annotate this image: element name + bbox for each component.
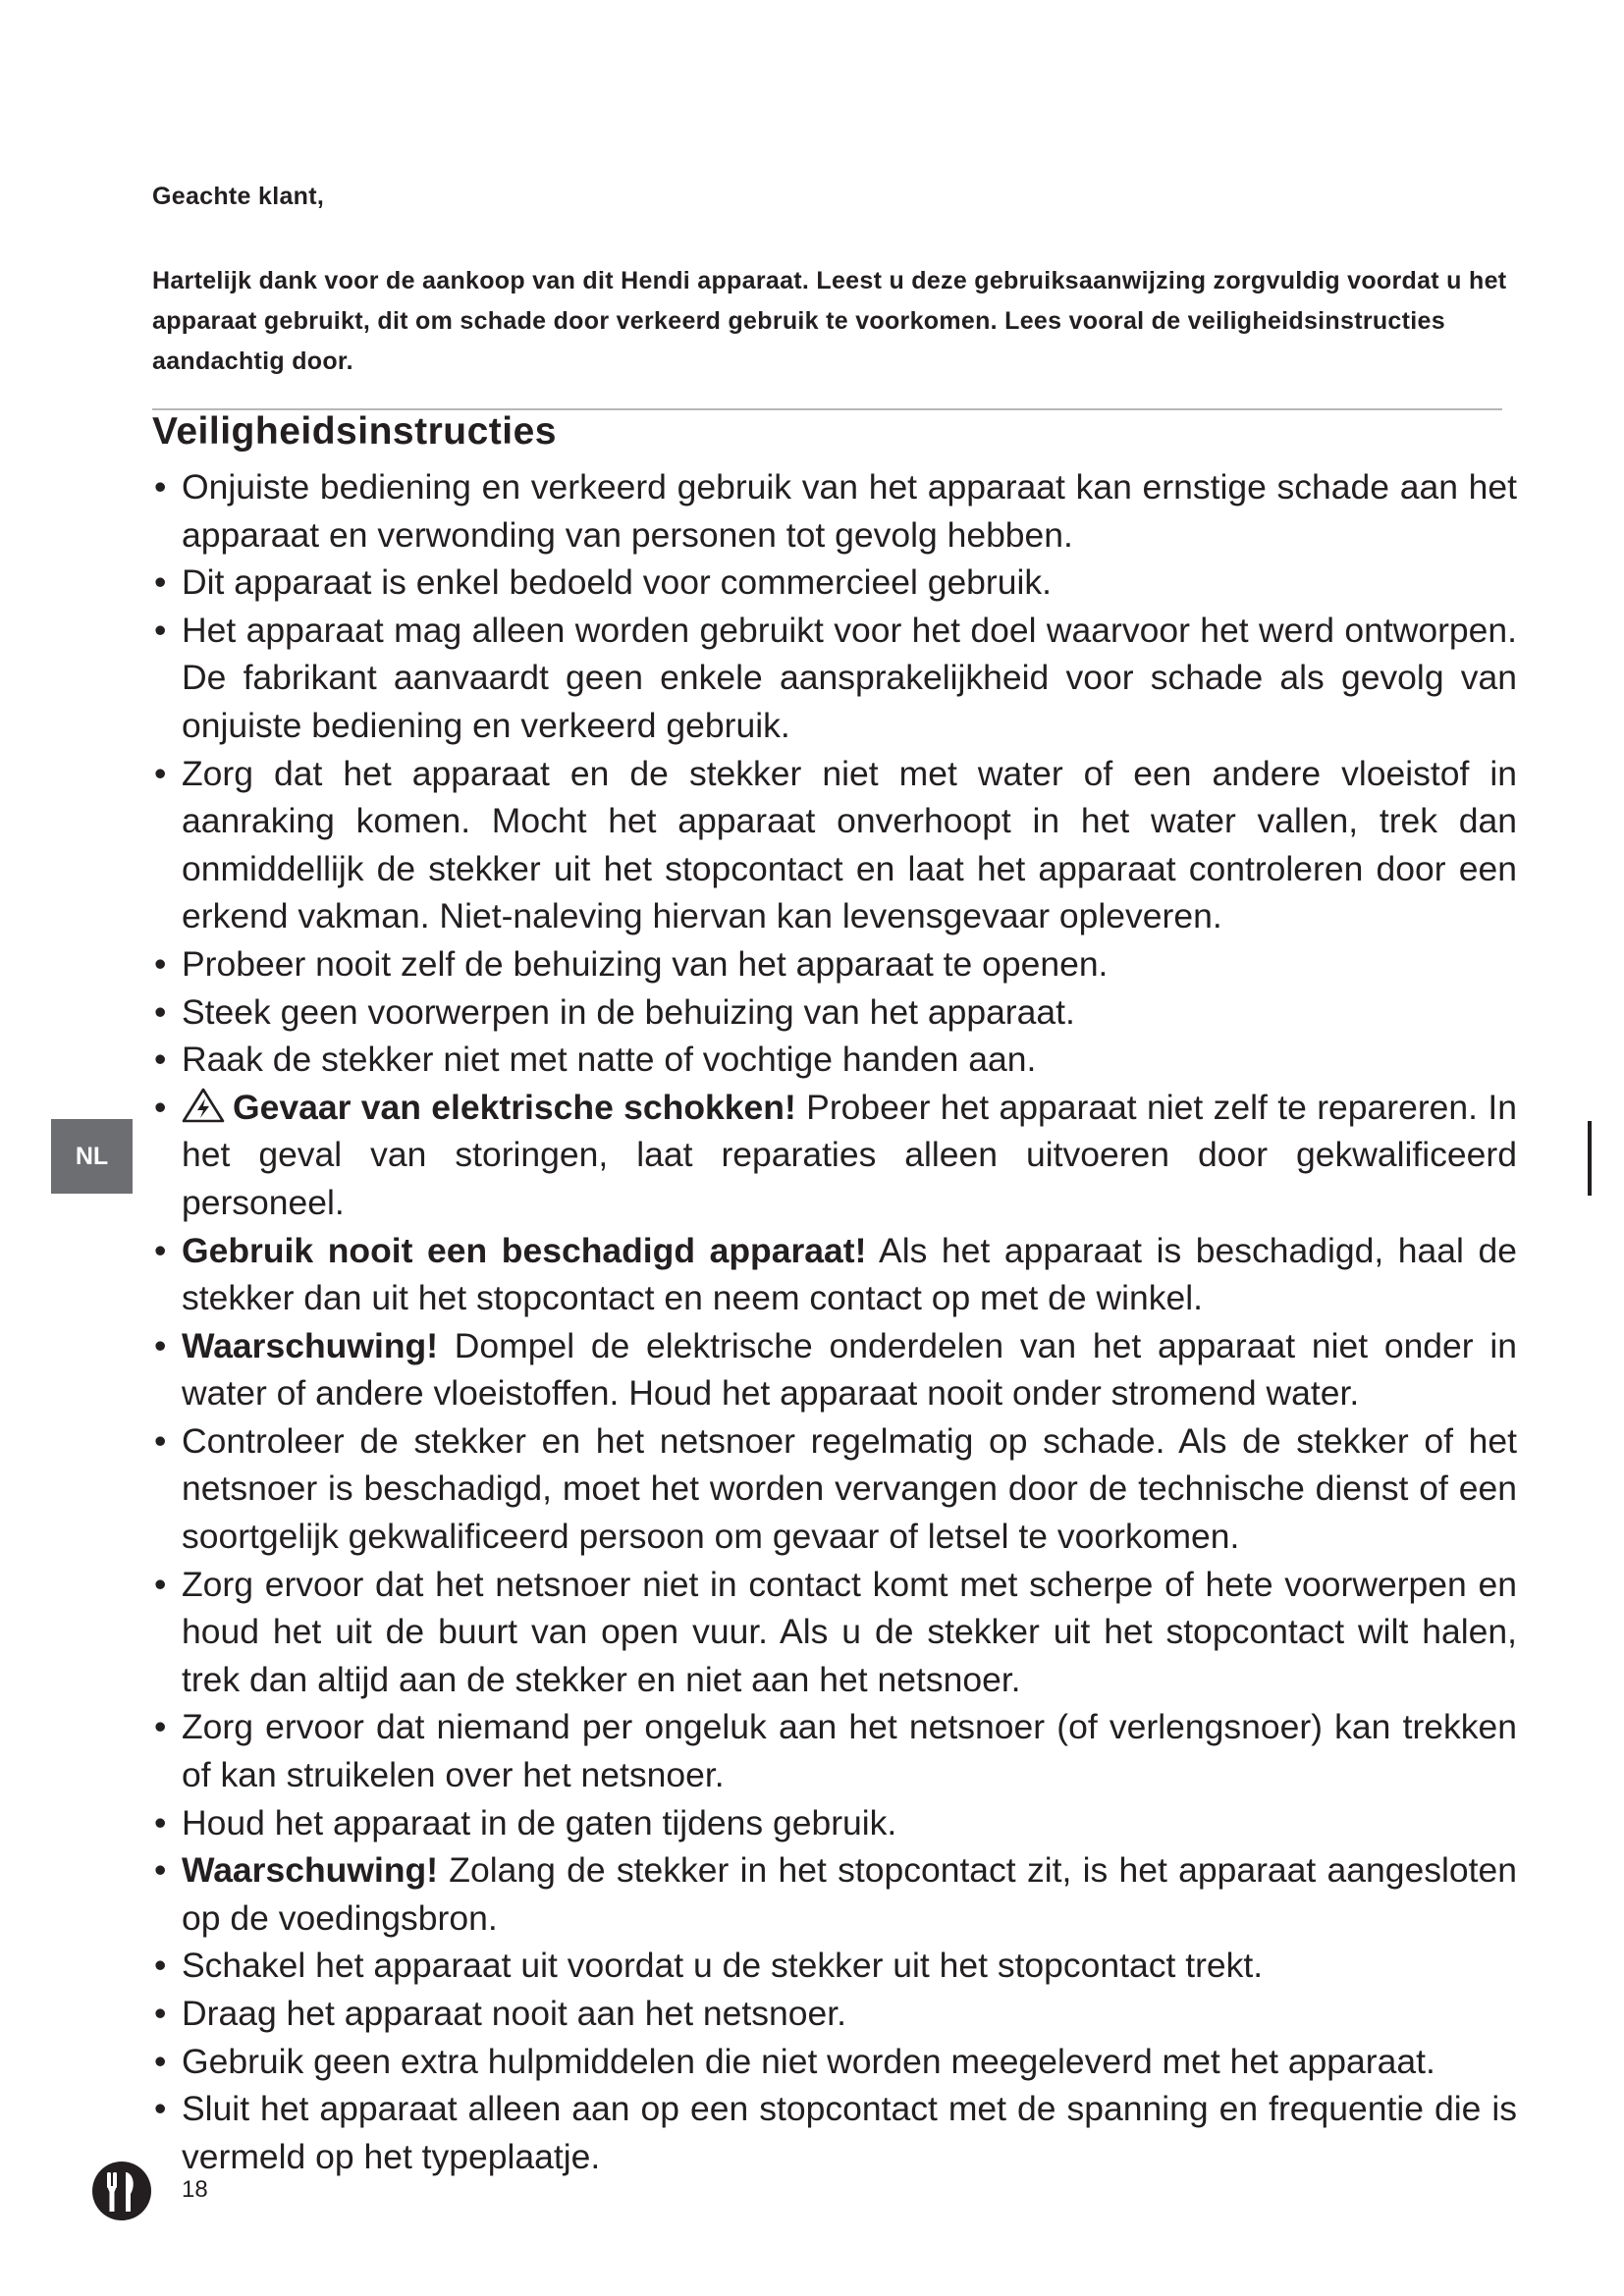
- list-item: [152, 988, 1517, 1037]
- item-text: Onjuiste bediening en verkeerd gebruik van het apparaat kan ernstige schade aan het apparaat en verwonding van personen tot gevolg hebben.: [182, 467, 1517, 555]
- page-number: 18: [182, 2176, 208, 2203]
- item-text: Dit apparaat is enkel bedoeld voor commercieel gebruik.: [182, 562, 1052, 603]
- list-item: [152, 1322, 1517, 1417]
- section-title: Veiligheidsinstructies: [152, 410, 557, 453]
- list-item: [152, 1703, 1517, 1798]
- item-text: Houd het apparaat in de gaten tijdens gebruik.: [182, 1802, 897, 1842]
- list-item: [152, 2038, 1517, 2086]
- list-item: [152, 1417, 1517, 1561]
- list-item: [152, 1846, 1517, 1942]
- intro-paragraph: Hartelijk dank voor de aankoop van dit Hendi apparaat. Leest u deze gebruiksaanwijzing zorgvuldig voordat u het apparaat gebruikt, dit om schade door verkeerd gebruik te voorkomen. Lees vooral de veiligheidsinstructies aandachtig door.: [152, 267, 1507, 375]
- item-text: Zorg ervoor dat het netsnoer niet in contact komt met scherpe of hete voorwerpen en houd het uit de buurt van open vuur. Als u de stekker uit het stopcontact wilt halen, trek dan altijd aan de stekker en niet aan het netsnoer.: [182, 1564, 1517, 1699]
- item-bold-text: Waarschuwing!: [182, 1850, 439, 1891]
- list-item: [152, 559, 1517, 607]
- item-text: Draag het apparaat nooit aan het netsnoer.: [182, 1994, 846, 2033]
- list-item: [152, 607, 1517, 750]
- item-text: Als het apparaat is beschadigd, haal de stekker dan uit het stopcontact en neem contact op met de winkel.: [182, 1230, 1517, 1318]
- safety-instructions-list: [152, 463, 1517, 2180]
- item-text: Zorg dat het apparaat en de stekker niet met water of een andere vloeistof in aanraking komen. Mocht het apparaat onverhoopt in het water vallen, trek dan onmiddellijk de stekker uit het stopcontact en laat het apparaat controleren door een erkend vakman. Niet-naleving hiervan kan levensgevaar opleveren.: [182, 753, 1517, 936]
- item-text: Zorg ervoor dat niemand per ongeluk aan het netsnoer (of verlengsnoer) kan trekken of kan struikelen over het netsnoer.: [182, 1707, 1517, 1795]
- item-bold-text: Gebruik nooit een beschadigd apparaat!: [182, 1230, 867, 1270]
- list-item: [152, 1036, 1517, 1084]
- item-text: Dompel de elektrische onderdelen van het apparaat niet onder in water of andere vloeistoffen. Houd het apparaat nooit onder stromend water.: [182, 1325, 1517, 1414]
- item-text: Probeer het apparaat niet zelf te repareren. In het geval van storingen, laat reparaties alleen uitvoeren door gekwalificeerd personeel.: [182, 1087, 1517, 1222]
- list-item: [152, 1227, 1517, 1322]
- item-text: Sluit het apparaat alleen aan op een stopcontact met de spanning en frequentie die is vermeld op het typeplaatje.: [182, 2089, 1517, 2176]
- item-text: Controleer de stekker en het netsnoer regelmatig op schade. Als de stekker of het netsnoer is beschadigd, moet het worden vervangen door de technische dienst of een soortgelijk gekwalificeerd persoon om gevaar of letsel te voorkomen.: [182, 1420, 1517, 1557]
- item-bold-text: Waarschuwing!: [182, 1325, 439, 1365]
- item-text: Raak de stekker niet met natte of vochtige handen aan.: [182, 1040, 1037, 1080]
- list-item: [152, 1799, 1517, 1847]
- list-item: [152, 940, 1517, 988]
- list-item: [152, 1990, 1517, 2038]
- list-item: [152, 750, 1517, 940]
- item-bold-text: Gevaar van elektrische schokken!: [233, 1087, 796, 1127]
- item-text: Schakel het apparaat uit voordat u de stekker uit het stopcontact trekt.: [182, 1946, 1264, 1986]
- cutlery-logo-icon: [91, 2161, 152, 2221]
- language-tab: NL: [51, 1119, 133, 1194]
- item-text: Het apparaat mag alleen worden gebruikt voor het doel waarvoor het werd ontworpen. De fabrikant aanvaardt geen enkele aansprakelijkheid voor schade als gevolg van onjuiste bediening en verkeerd gebruik.: [182, 610, 1517, 745]
- list-item: [152, 1942, 1517, 1990]
- item-text: Steek geen voorwerpen in de behuizing van het apparaat.: [182, 991, 1075, 1032]
- side-marker-bar: [1588, 1121, 1592, 1196]
- list-item: [152, 1084, 1517, 1227]
- item-text: Gebruik geen extra hulpmiddelen die niet worden meegeleverd met het apparaat.: [182, 2041, 1435, 2081]
- item-text: Probeer nooit zelf de behuizing van het apparaat te openen.: [182, 943, 1109, 984]
- list-item: [152, 2085, 1517, 2180]
- item-text: Zolang de stekker in het stopcontact zit, is het apparaat aangesloten op de voedingsbron.: [182, 1850, 1517, 1938]
- list-item: [152, 1561, 1517, 1704]
- list-item: [152, 463, 1517, 559]
- greeting: Geachte klant,: [152, 183, 325, 210]
- electric-shock-warning-icon: [182, 1088, 225, 1123]
